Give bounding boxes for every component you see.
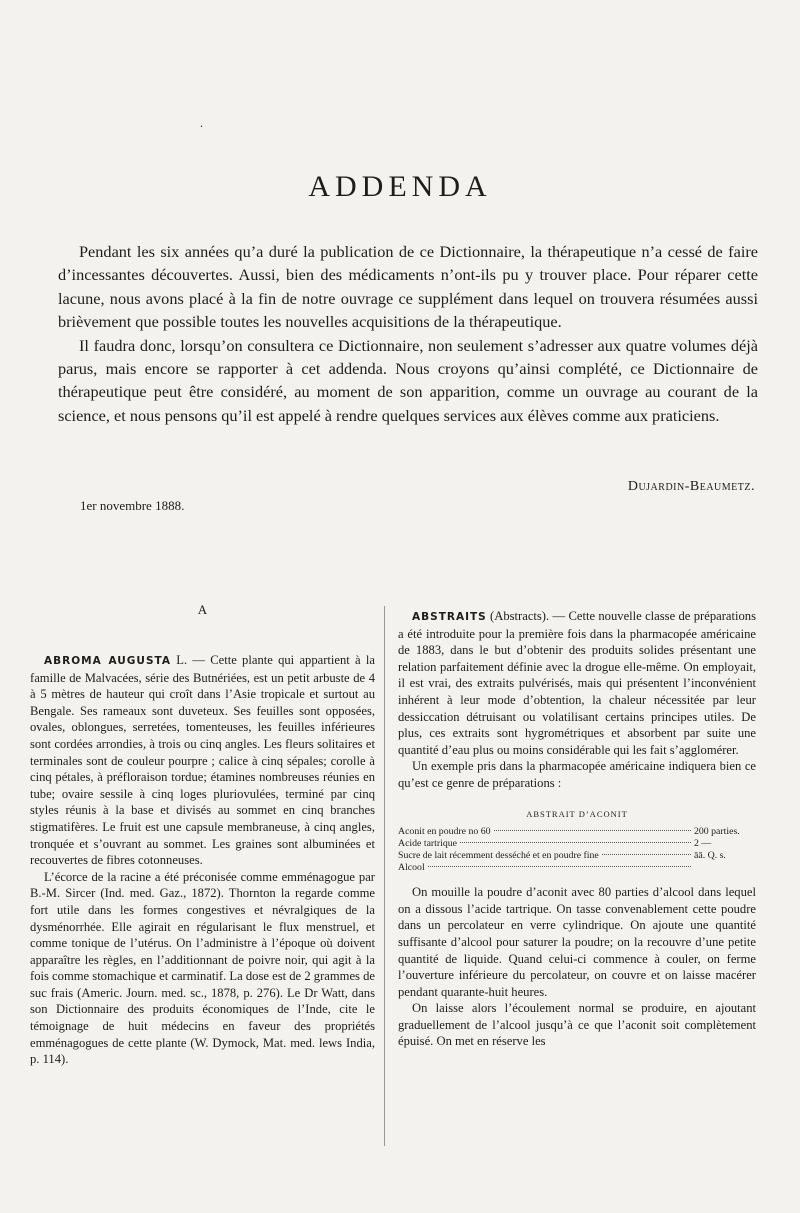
recipe-ingredient: Aconit en poudre no 60	[398, 826, 491, 838]
entry-abroma-paragraph-2: L’écorce de la racine a été préconisée comme emménagogue par B.-M. Sircer (Ind. med. Gaz., 1872). Thornton la regarde comme fort utile dans les formes congestives et névralgiques de la dysménorrhée. Elle agirait en régularisant le flux menstruel, et comme tonique de l’utérus. On l’administre à l’époque où doivent apparaître les règles, en l’additionnant de poivre noir, qui agit à la fois comme stomachique et carminatif. La dose est de 2 grammes de suc frais (Americ. Journ. med. sc., 1878, p. 276). Le Dr Watt, dans son Dictionnaire des produits économiques de l’Inde, cite le témoignage de huit médecins en faveur des propriétés emménagogues de cette plante (W. Dymock, Mat. med. lews India, p. 114).	[30, 869, 375, 1067]
recipe-quantity: āā. Q. s.	[694, 850, 726, 862]
recipe-row	[398, 838, 756, 850]
left-column	[30, 602, 375, 1068]
recipe-ingredient: Sucre de lait récemment desséché et en poudre fine	[398, 850, 599, 862]
preface	[58, 240, 758, 427]
leader-dots	[428, 866, 691, 867]
recipe-quantity: 200 parties.	[694, 826, 740, 838]
entry-alt-name: (Abstracts). —	[486, 609, 569, 623]
section-letter: A	[197, 602, 208, 617]
entry-author: L. —	[171, 653, 211, 667]
preface-paragraph-1: Pendant les six années qu’a duré la publication de ce Dictionnaire, la thérapeutique n’a cessé de faire d’incessantes découvertes. Aussi, bien des médicaments n’ont-ils pu y trouver place. Pour réparer cette lacune, nous avons placé à la fin de notre ouvrage ce supplément dans lequel on trouvera résumées aussi brièvement que possible toutes les nouvelles acquisitions de la thérapeutique.	[58, 242, 758, 332]
recipe-quantity: 2 —	[694, 838, 712, 850]
entry-abroma	[30, 652, 375, 869]
entry-abstraits	[398, 608, 756, 758]
recipe-row	[398, 862, 756, 874]
recipe-title: ABSTRAIT D’ACONIT	[526, 808, 628, 819]
recipe-row	[398, 826, 756, 838]
entry-abstraits-paragraph-2: Un exemple pris dans la pharmacopée américaine indiquera bien ce qu’est ce genre de préparations :	[398, 759, 756, 790]
preface-paragraph-2: Il faudra donc, lorsqu’on consultera ce Dictionnaire, non seulement s’adresser aux quatre volumes déjà parus, mais encore se rapporter à cet addenda. Nous croyons qu’ainsi complété, ce Dictionnaire de thérapeutique peut être considéré, au moment de son apparition, comme un ouvrage au courant de la science, et nous pensons qu’il est appelé à rendre quelques services aux élèves comme aux praticiens.	[58, 335, 758, 425]
entry-text: Cette plante qui appartient à la famille de Malvacées, série des Butnériées, est un petit arbuste de 4 à 5 mètres de hauteur qui croît dans l’Asie tropicale et surtout au Bengale. Ses rameaux sont duveteux. Ses feuilles sont opposées, ovales, oblongues, serretées, tomenteuses, les feuilles inférieures sont cordées arrondies, à trois ou cinq angles. Les fleurs solitaires et terminales sont de couleur pourpre ; calice à cinq sépales; corolle à cinq pétales, à préfloraison tordue; étamines nombreuses réunies en tube; ovaire sessile à cinq loges pluriovulées, terminé par cinq styles réunis à la base et divisés au sommet en cinq branches stigmatifères. Le fruit est une capsule membraneuse, à cinq angles, tronquée et s’ouvrant au sommet. Les graines sont albuminées et recouvertes de fibres cotonneuses.	[30, 653, 375, 868]
entry-abstraits-paragraph-4: On laisse alors l’écoulement normal se produire, en ajoutant graduellement de l’alcool jusqu’à ce que l’aconit soit complètement épuisé. On met en réserve les	[398, 1001, 756, 1049]
page-dot-mark: .	[200, 116, 203, 130]
leader-dots	[494, 830, 691, 831]
preface-date: 1er novembre 1888.	[80, 498, 185, 513]
recipe-ingredient: Alcool	[398, 862, 425, 874]
right-column	[398, 608, 756, 1050]
recipe-row	[398, 850, 756, 862]
recipe-ingredient: Acide tartrique	[398, 838, 458, 850]
page-title: ADDENDA	[308, 170, 492, 204]
entry-text: Cette nouvelle classe de préparations a été introduite pour la première fois dans la pharmacopée américaine de 1883, dans le but d’obtenir des produits solides présentant une relation parfaitement définie avec la drogue elle-même. On employait, il est vrai, des extraits pulvérisés, mais qui présentent l’inconvénient inhérent à leur mode d’obtention, la chaleur nécessitée par leur dessiccation détruisant ou volatilisant certains principes utiles. De plus, ces extraits sont hygrométriques et absorbent par suite une quantité d’eau plus ou moins considérable qui les fait s’agglomérer.	[398, 609, 756, 757]
author-signature: Dujardin-Beaumetz.	[627, 479, 755, 494]
leader-dots	[602, 854, 691, 855]
column-divider	[384, 606, 385, 1146]
recipe-table	[398, 826, 756, 874]
entry-heading: ABROMA AUGUSTA	[44, 655, 171, 667]
entry-heading: ABSTRAITS	[412, 611, 487, 623]
leader-dots	[460, 842, 691, 843]
entry-abstraits-paragraph-3: On mouille la poudre d’aconit avec 80 parties d’alcool dans lequel on a dissous l’acide tartrique. On tasse convenablement cette poudre dans un percolateur en verre cylindrique. On ajoute une quantité suffisante d’alcool pour saturer la poudre; on la recouvre d’une petite quantité de liquide. Quand celui-ci commence à couler, on ferme l’ouverture inférieure du percolateur, on couvre et on laisse macérer pendant quarante-huit heures.	[398, 885, 756, 999]
